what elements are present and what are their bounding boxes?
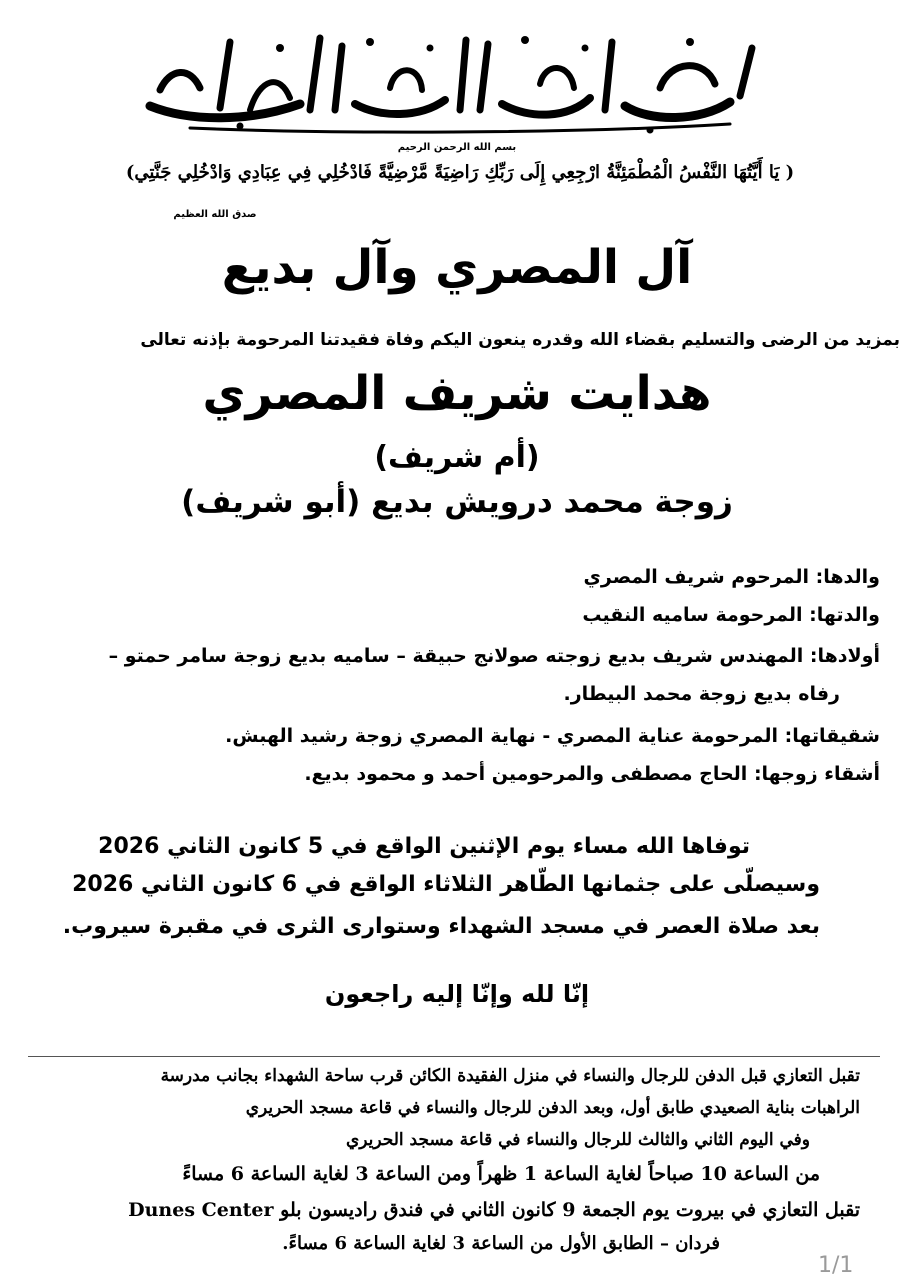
husband-line: زوجة محمد درويش بديع (أبو شريف) <box>181 484 733 520</box>
condolence-beirut-line: تقبل التعازي في بيروت يوم الجمعة 9 كانون الثاني في فندق راديسون بلو Dunes Center <box>128 1199 860 1221</box>
relative-brothers-in-law: أشقاء زوجها: الحاج مصطفى والمرحومين أحمد و محمود بديع. <box>304 763 880 785</box>
deceased-name: هدايت شريف المصري <box>202 366 712 421</box>
calligraphy-header-logo <box>130 18 770 136</box>
deceased-kunya: (أم شريف) <box>374 440 540 475</box>
condolence-beirut-hours-line: فردان – الطابق الأول من الساعة 3 لغاية الساعة 6 مساءً. <box>282 1233 720 1254</box>
burial-line: بعد صلاة العصر في مسجد الشهداء وستوارى الثرى في مقبرة سيروب. <box>62 914 820 939</box>
relative-sisters: شقيقاتها: المرحومة عناية المصري - نهاية المصري زوجة رشيد الهبش. <box>225 725 880 747</box>
relative-children: أولادها: المهندس شريف بديع زوجته صولانج حبيقة – ساميه بديع زوجة سامر حمتو – <box>108 645 880 667</box>
condolence-line: وفي اليوم الثاني والثالث للرجال والنساء في قاعة مسجد الحريري <box>345 1130 810 1150</box>
condolence-line: تقبل التعازي قبل الدفن للرجال والنساء في منزل الفقيدة الكائن قرب ساحة الشهداء بجانب مدرسة <box>160 1066 860 1086</box>
closing-phrase: إنّا لله وإنّا إليه راجعون <box>324 980 590 1008</box>
quran-verse: ( يَا أَيَّتُهَا النَّفْسُ الْمُطْمَئِنَّةُ ارْجِعِي إِلَى رَبِّكِ رَاضِيَةً مَّرْضِيَّةً فَادْخُلِي فِي عِبَادِي وَادْخُلِي جَنَّتِي) <box>125 162 795 183</box>
condolence-hours-line: من الساعة 10 صباحاً لغاية الساعة 1 ظهراً ومن الساعة 3 لغاية الساعة 6 مساءً <box>182 1163 820 1185</box>
death-date-line: توفاها الله مساء يوم الإثنين الواقع في 5 كانون الثاني 2026 <box>98 834 750 859</box>
sadaqa-phrase: صدق الله العظيم <box>173 209 257 220</box>
funeral-prayer-line: وسيصلّى على جثمانها الطّاهر الثلاثاء الواقع في 6 كانون الثاني 2026 <box>72 872 820 897</box>
relative-father: والدها: المرحوم شريف المصري <box>583 566 880 588</box>
announcement-intro: بمزيد من الرضى والتسليم بقضاء الله وقدره ينعون اليكم وفاة فقيدتنا المرحومة بإذنه تعالى <box>140 330 900 350</box>
relative-mother: والدتها: المرحومة ساميه النقيب <box>582 604 880 626</box>
bismillah: بسم الله الرحمن الرحيم <box>397 142 517 153</box>
page-counter: 1/1 <box>818 1253 854 1278</box>
family-names-title: آل المصري وآل بديع <box>221 240 693 295</box>
section-divider <box>28 1056 880 1057</box>
condolence-line: الراهبات بناية الصعيدي طابق أول، وبعد الدفن للرجال والنساء في قاعة مسجد الحريري <box>245 1098 860 1118</box>
relative-children-continued: رفاه بديع زوجة محمد البيطار. <box>563 683 840 705</box>
